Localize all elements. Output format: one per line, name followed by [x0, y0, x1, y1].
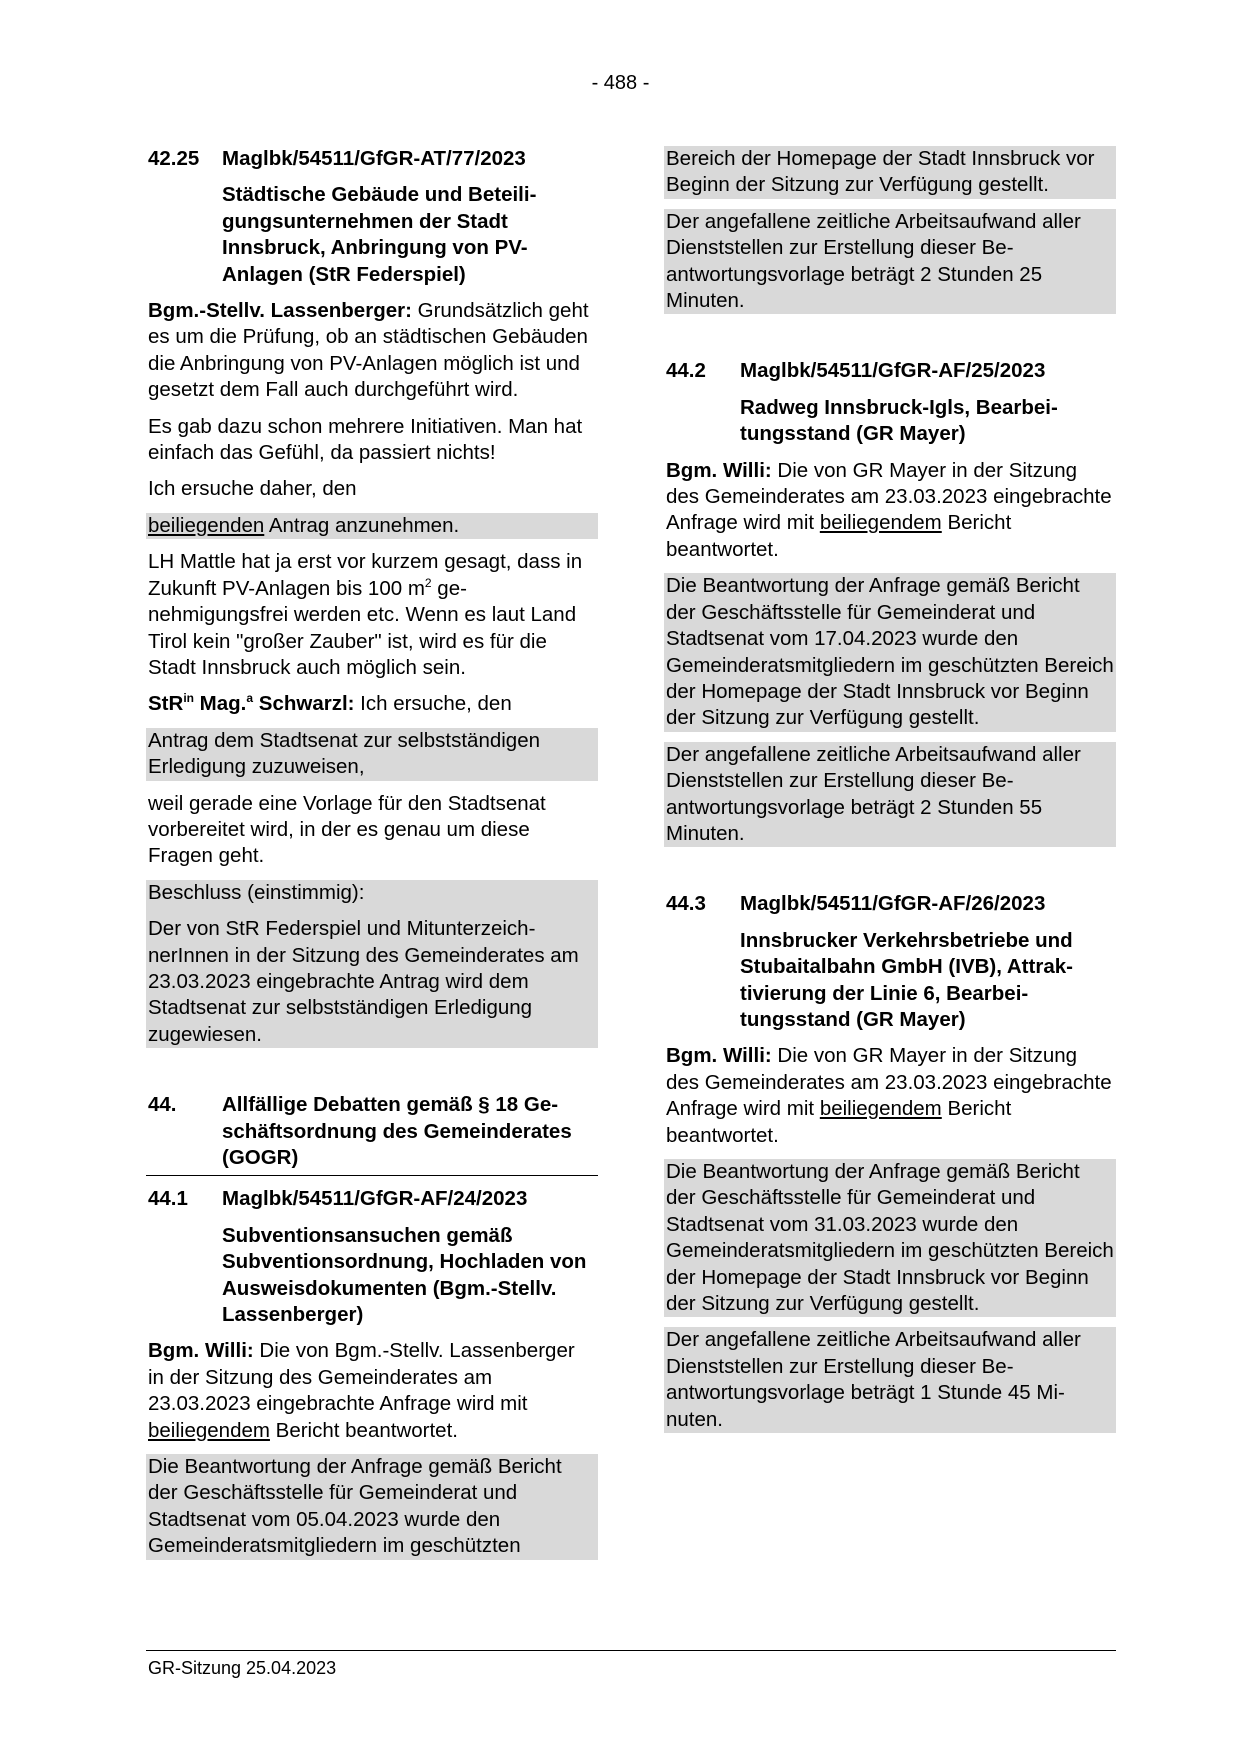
speaker-name: Bgm. Willi:: [148, 1339, 254, 1363]
left-column: [146, 146, 598, 1570]
statement-text: Die von GR Mayer in der Sitzung des Gemeinderates am 23.03.2023 eingebrachte Anfrage wird mit: [666, 458, 1112, 535]
resolution-label: Beschluss (einstimmig):: [146, 880, 598, 916]
section-code: Maglbk/54511/GfGR-AF/24/2023: [222, 1187, 528, 1211]
speaker-part: StR: [148, 692, 184, 716]
superscript: 2: [424, 575, 432, 590]
underlined-word: beiliegendem: [819, 511, 942, 535]
section-heading-44-1: [146, 1186, 598, 1212]
section-heading-44: [146, 1092, 598, 1176]
section-number: 44.1: [148, 1187, 188, 1211]
section-number: 44.3: [666, 892, 706, 916]
section-title: Subventionsansuchen gemäß Subventionsordnung, Hochladen von Ausweisdokumenten (Bgm.-Stellv. Lassenberger): [222, 1223, 587, 1327]
underlined-word: beiliegenden: [148, 513, 265, 537]
motion-highlight: [146, 513, 598, 539]
statement-text: Die von GR Mayer in der Sitzung des Gemeinderates am 23.03.2023 eingebrachte Anfrage wird mit: [666, 1044, 1112, 1121]
answer-highlight: Die Beantwortung der Anfrage gemäß Bericht der Geschäftsstelle für Gemeinderat und Stadtsenat vom 17.04.2023 wurde den Gemeinderatsmitgliedern im geschützten Bereich der Homepage der Stadt Innsbruck vor Beginn der Sitzung zur Verfügung gestellt.: [664, 573, 1116, 731]
statement-text: Grundsätzlich geht es um die Prüfung, ob an städtischen Gebäuden die Anbringung von PV-Anlagen möglich ist und gesetzt dem Fall auch durchgeführt wird.: [148, 299, 589, 402]
statement-lassenberger: [146, 298, 598, 404]
underlined-word: beiliegendem: [148, 1418, 270, 1442]
section-title: Radweg Innsbruck-Igls, Bearbeitungsstand (GR Mayer): [740, 395, 1058, 446]
statement-willi: [146, 1338, 598, 1444]
paragraph: Ich ersuche daher, den: [148, 477, 357, 501]
effort-highlight: Der angefallene zeitliche Arbeitsaufwand aller Dienststellen zur Erstellung dieser Beantwortungsvorlage beträgt 1 Stunde 45 Minuten.: [664, 1327, 1116, 1433]
answer-highlight: Bereich der Homepage der Stadt Innsbruck vor Beginn der Sitzung zur Verfügung gestellt.: [664, 146, 1116, 199]
section-code: Maglbk/54511/GfGR-AF/26/2023: [740, 892, 1046, 916]
statement-text: Bericht beantwortet.: [666, 1097, 1012, 1147]
footer-text: GR-Sitzung 25.04.2023: [148, 1658, 337, 1678]
statement-text: Die von Bgm.-Stellv. Lassenberger in der Sitzung des Gemeinderates am 23.03.2023 eingebrachte Anfrage wird mit: [148, 1339, 575, 1416]
footer-divider: [146, 1650, 1116, 1651]
paragraph-text: LH Mattle hat ja erst vor kurzem gesagt, dass in Zukunft PV-Anlagen bis 100 m: [148, 550, 583, 600]
speaker-part: Mag.: [193, 692, 247, 716]
statement-willi: [664, 1043, 1116, 1149]
section-title: Innsbrucker Verkehrsbetriebe und Stubaitalbahn GmbH (IVB), Attraktivierung der Linie 6, Bearbeitungsstand (GR Mayer): [740, 928, 1073, 1031]
section-code: Maglbk/54511/GfGR-AF/25/2023: [740, 359, 1046, 383]
statement-schwarzl: [146, 691, 598, 717]
effort-highlight: Der angefallene zeitliche Arbeitsaufwand aller Dienststellen zur Erstellung dieser Beantwortungsvorlage beträgt 2 Stunden 25 Minuten.: [664, 209, 1116, 315]
section-number: 42.25: [148, 147, 200, 170]
speaker-name: [148, 692, 354, 715]
section-heading-42-25: [146, 146, 598, 172]
resolution-text: Der von StR Federspiel und MitunterzeichnerInnen in der Sitzung des Gemeinderates am 23.03.2023 eingebrachte Antrag wird dem Stadtsenat zur selbstständigen Erledigung zugewiesen.: [146, 916, 598, 1048]
paragraph: [146, 549, 598, 681]
answer-highlight: Die Beantwortung der Anfrage gemäß Bericht der Geschäftsstelle für Gemeinderat und Stadtsenat vom 31.03.2023 wurde den Gemeinderatsmitgliedern im geschützten Bereich der Homepage der Stadt Innsbruck vor Beginn der Sitzung zur Verfügung gestellt.: [664, 1159, 1116, 1317]
section-number: 44.: [148, 1093, 177, 1117]
statement-text: Bericht beantwortet.: [269, 1418, 458, 1442]
section-number: 44.2: [666, 359, 706, 383]
section-code: Maglbk/54511/GfGR-AT/77/2023: [222, 147, 526, 170]
paragraph: weil gerade eine Vorlage für den Stadtsenat vorbereitet wird, in der es genau um diese Fragen geht.: [148, 791, 546, 868]
superscript: in: [183, 691, 194, 706]
section-heading-44-2: [664, 358, 1116, 384]
right-column: [664, 146, 1116, 1443]
page-number: - 488 -: [591, 72, 650, 94]
paragraph-text: genehmigungsfrei werden etc. Wenn es laut Land Tirol kein "großer Zauber" ist, wird es für die Stadt Innsbruck auch möglich sein.: [148, 576, 577, 679]
effort-highlight: Der angefallene zeitliche Arbeitsaufwand aller Dienststellen zur Erstellung dieser Beantwortungsvorlage beträgt 2 Stunden 55 Minuten.: [664, 742, 1116, 848]
superscript: a: [246, 691, 254, 706]
section-title: Allfällige Debatten gemäß § 18 Geschäftsordnung des Gemeinderates (GOGR): [222, 1093, 572, 1169]
answer-highlight: Die Beantwortung der Anfrage gemäß Bericht der Geschäftsstelle für Gemeinderat und Stadtsenat vom 05.04.2023 wurde den Gemeinderatsmitgliedern im geschützten: [146, 1454, 598, 1560]
motion-text: Antrag anzunehmen.: [264, 513, 460, 537]
motion-highlight: Antrag dem Stadtsenat zur selbstständigen Erledigung zuzuweisen,: [146, 728, 598, 781]
speaker-part: Schwarzl:: [253, 692, 355, 716]
section-title: Städtische Gebäude und Beteiligungsunternehmen der Stadt Innsbruck, Anbringung von PV-Anlagen (StR Federspiel): [222, 183, 537, 286]
paragraph: Es gab dazu schon mehrere Initiativen. Man hat einfach das Gefühl, da passiert nichts!: [148, 414, 583, 465]
underlined-word: beiliegendem: [819, 1097, 942, 1121]
statement-willi: [664, 458, 1116, 564]
speaker-name: Bgm. Willi:: [666, 458, 772, 482]
speaker-name: Bgm. Willi:: [666, 1044, 772, 1068]
statement-text: Bericht beantwortet.: [666, 511, 1012, 561]
speaker-name: Bgm.-Stellv. Lassenberger:: [148, 299, 412, 323]
statement-text: Ich ersuche, den: [354, 692, 512, 716]
section-heading-row: [146, 1092, 598, 1171]
section-heading-44-3: [664, 891, 1116, 917]
